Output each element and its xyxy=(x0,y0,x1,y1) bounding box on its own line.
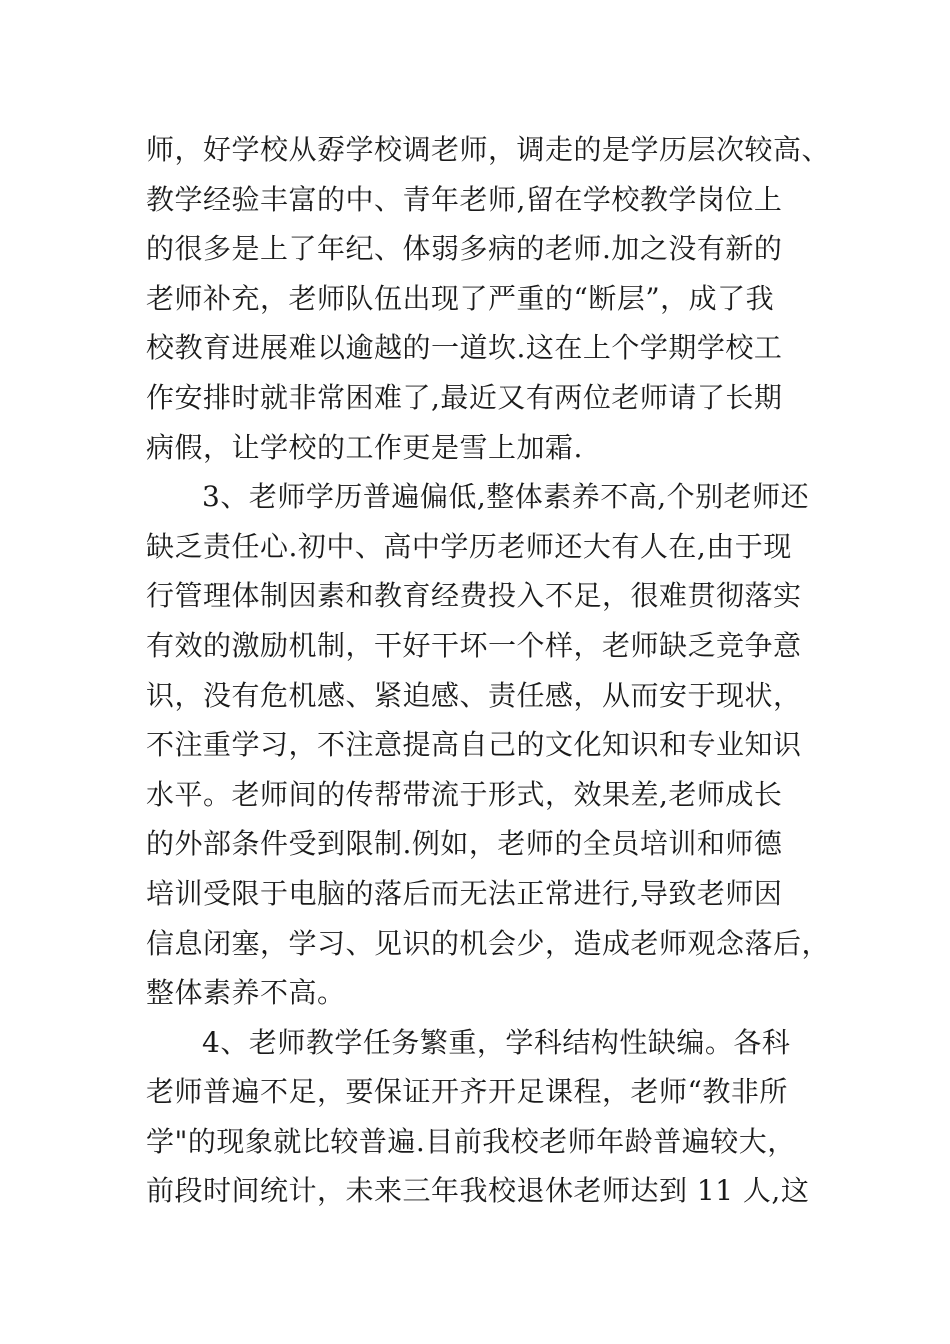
text-line: 作安排时就非常困难了,最近又有两位老师请了长期 xyxy=(146,380,783,414)
text-line: 培训受限于电脑的落后而无法正常进行,导致老师因 xyxy=(146,876,783,910)
text-line: 教学经验丰富的中、青年老师,留在学校教学岗位上 xyxy=(146,182,783,216)
text-line: 行管理体制因素和教育经费投入不足，很难贯彻落实 xyxy=(146,579,802,613)
text-line: 的外部条件受到限制.例如，老师的全员培训和师德 xyxy=(146,827,783,861)
text-line: 的很多是上了年纪、体弱多病的老师.加之没有新的 xyxy=(146,232,783,266)
paragraph-3-start: 3、老师学历普遍偏低,整体素养不高,个别老师还 xyxy=(202,480,810,514)
text-line: 不注重学习，不注意提高自己的文化知识和专业知识 xyxy=(146,728,802,762)
text-line: 水平。老师间的传帮带流于形式，效果差,老师成长 xyxy=(146,777,783,811)
text-line: 前段时间统计，未来三年我校退休老师达到 11 人,这 xyxy=(146,1174,810,1208)
text-line: 老师普遍不足，要保证开齐开足课程，老师“教非所 xyxy=(146,1075,788,1109)
text-line: 学"的现象就比较普遍.目前我校老师年龄普遍较大， xyxy=(146,1124,796,1158)
text-line: 识，没有危机感、紧迫感、责任感，从而安于现状， xyxy=(146,678,802,712)
paragraph-4-start: 4、老师教学任务繁重，学科结构性缺编。各科 xyxy=(202,1025,791,1059)
text-line: 老师补充，老师队伍出现了严重的“断层”，成了我 xyxy=(146,281,775,315)
text-line: 缺乏责任心.初中、高中学历老师还大有人在,由于现 xyxy=(146,529,792,563)
text-line: 有效的激励机制，干好干坏一个样，老师缺乏竞争意 xyxy=(146,628,802,662)
text-line: 整体素养不高。 xyxy=(146,976,346,1010)
document-body xyxy=(146,125,831,1216)
text-line: 师，好学校从孬学校调老师，调走的是学历层次较高、 xyxy=(146,133,831,166)
text-line: 信息闭塞，学习、见识的机会少，造成老师观念落后， xyxy=(146,926,831,960)
text-line: 病假，让学校的工作更是雪上加霜. xyxy=(146,430,583,464)
text-line: 校教育进展难以逾越的一道坎.这在上个学期学校工 xyxy=(146,331,783,365)
